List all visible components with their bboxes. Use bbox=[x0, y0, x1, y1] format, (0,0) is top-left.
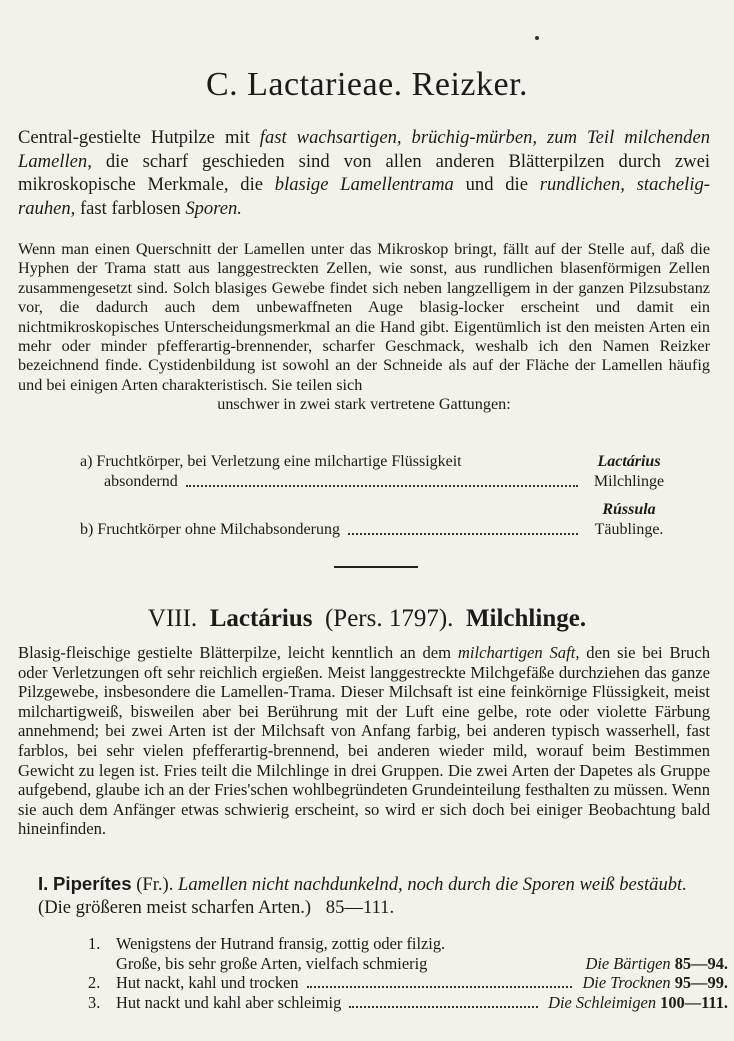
genus-paragraph: Blasig-fleischige gestielte Blätterpilze, leicht kenntlich an dem milchartigen Saft, den sie bei Bruch oder Verletzungen oft sehr reichlich ergießen. Meist langgestreckte Milchgefäße durchziehen das ganze Pilzgewebe, insbesondere die Lamellen-Trama. Dieser Milchsaft ist eine feinkörnige Flüssigkeit, meist milchartigweiß, bisweilen aber bei Berührung mit der Luft eine gelbe, rote oder violette Färbung annehmend; bei zwei Arten ist der Milchsaft von Anfang farbig, bei anderen typisch wasserhell, fast farblos, bei sehr vielen pfefferartig-brennend, bei anderen wieder mild, worauf beim Bestimmen Gewicht zu legen ist. Fries teilt die Milchlinge in drei Gruppen. Die zwei Arten der Dapetes als Gruppe aufgebend, glaube ich an der Fries'schen wohlbegründeten Grundeinteilung festhalten zu müssen. Wenn sie auch dem Anfänger etwas schwierig erscheint, so wird er sich doch bei einiger Beobachtung bald hineinfinden. bbox=[18, 643, 710, 839]
genus-heading: VIII. Lactárius (Pers. 1797). Milchlinge. bbox=[147, 605, 587, 632]
dot-leader bbox=[186, 485, 578, 487]
list-item: Große, bis sehr große Arten, vielfach schmierig Die Bärtigen 85—94. bbox=[116, 953, 728, 973]
section-divider bbox=[334, 566, 418, 568]
description-paragraph: Wenn man einen Querschnitt der Lamellen unter das Mikroskop bringt, fällt auf der Stelle auf, daß die Hyphen der Trama statt aus langgestreckten Zellen, wie sonst, aus rundlichen blasenförmigen Zellen zusammengesetzt sind. Solch blasiges Gewebe findet sich neben langzelligem in der ganzen Pilzsubstanz vor, die dadurch auch dem unbewaffneten Auge blasig-locker erscheint und damit ein nichtmikroskopisches Unterscheidungsmerkmal an die Hand gibt. Eigentümlich ist den meisten Arten ein mehr oder minder pfefferartig-brennender, scharfer Geschmack, weshalb ich den Namen Reizker bezeichnend finde. Cystidenbildung ist sowohl an der Schneide als auf der Fläche der Lamellen häufig und bei einigen Arten charakteristisch. Sie teilen sich unschwer in zwei stark vertretene Gattungen: bbox=[18, 240, 710, 414]
dot-leader bbox=[307, 986, 573, 988]
intro-paragraph: Central-gestielte Hutpilze mit fast wachsartigen, brüchig-mürben, zum Teil milchenden Lamellen, die scharf geschieden sind von allen anderen Blätterpilzen durch zwei mikroskopische Merkmale, die blasige Lamellentrama und die rundlichen, stachelig-rauhen, fast farblosen Sporen. bbox=[18, 127, 711, 219]
list-item: 3. Hut nackt und kahl aber schleimig Die Schleimigen 100—111. bbox=[88, 992, 728, 1012]
group-heading-piperites: I. Piperítes (Fr.). Lamellen nicht nachdunkelnd, noch durch die Sporen weiß bestäubt. (Die größeren meist scharfen Arten.) 85—111. bbox=[38, 873, 687, 918]
genus-russula: Rússula bbox=[602, 501, 656, 518]
subgroup-list bbox=[88, 934, 728, 1012]
list-item: 2. Hut nackt, kahl und trocken Die Trocknen 95—99. bbox=[88, 973, 728, 992]
ink-speck bbox=[535, 36, 539, 40]
section-heading: C. Lactarieae. Reizker. bbox=[205, 66, 529, 103]
genus-lactarius: Lactárius bbox=[597, 453, 661, 470]
key-entry-a: a) Fruchtkörper, bei Verletzung eine milchartige Flüssigkeit Lactárius absondernd Milchlinge bbox=[80, 452, 670, 492]
dot-leader bbox=[349, 1006, 538, 1008]
dot-leader bbox=[348, 533, 578, 535]
list-item: 1. Wenigstens der Hutrand fransig, zottig oder filzig. bbox=[88, 934, 446, 953]
key-entry-b: Rússula b) Fruchtkörper ohne Milchabsonderung Täublinge. bbox=[80, 500, 670, 540]
